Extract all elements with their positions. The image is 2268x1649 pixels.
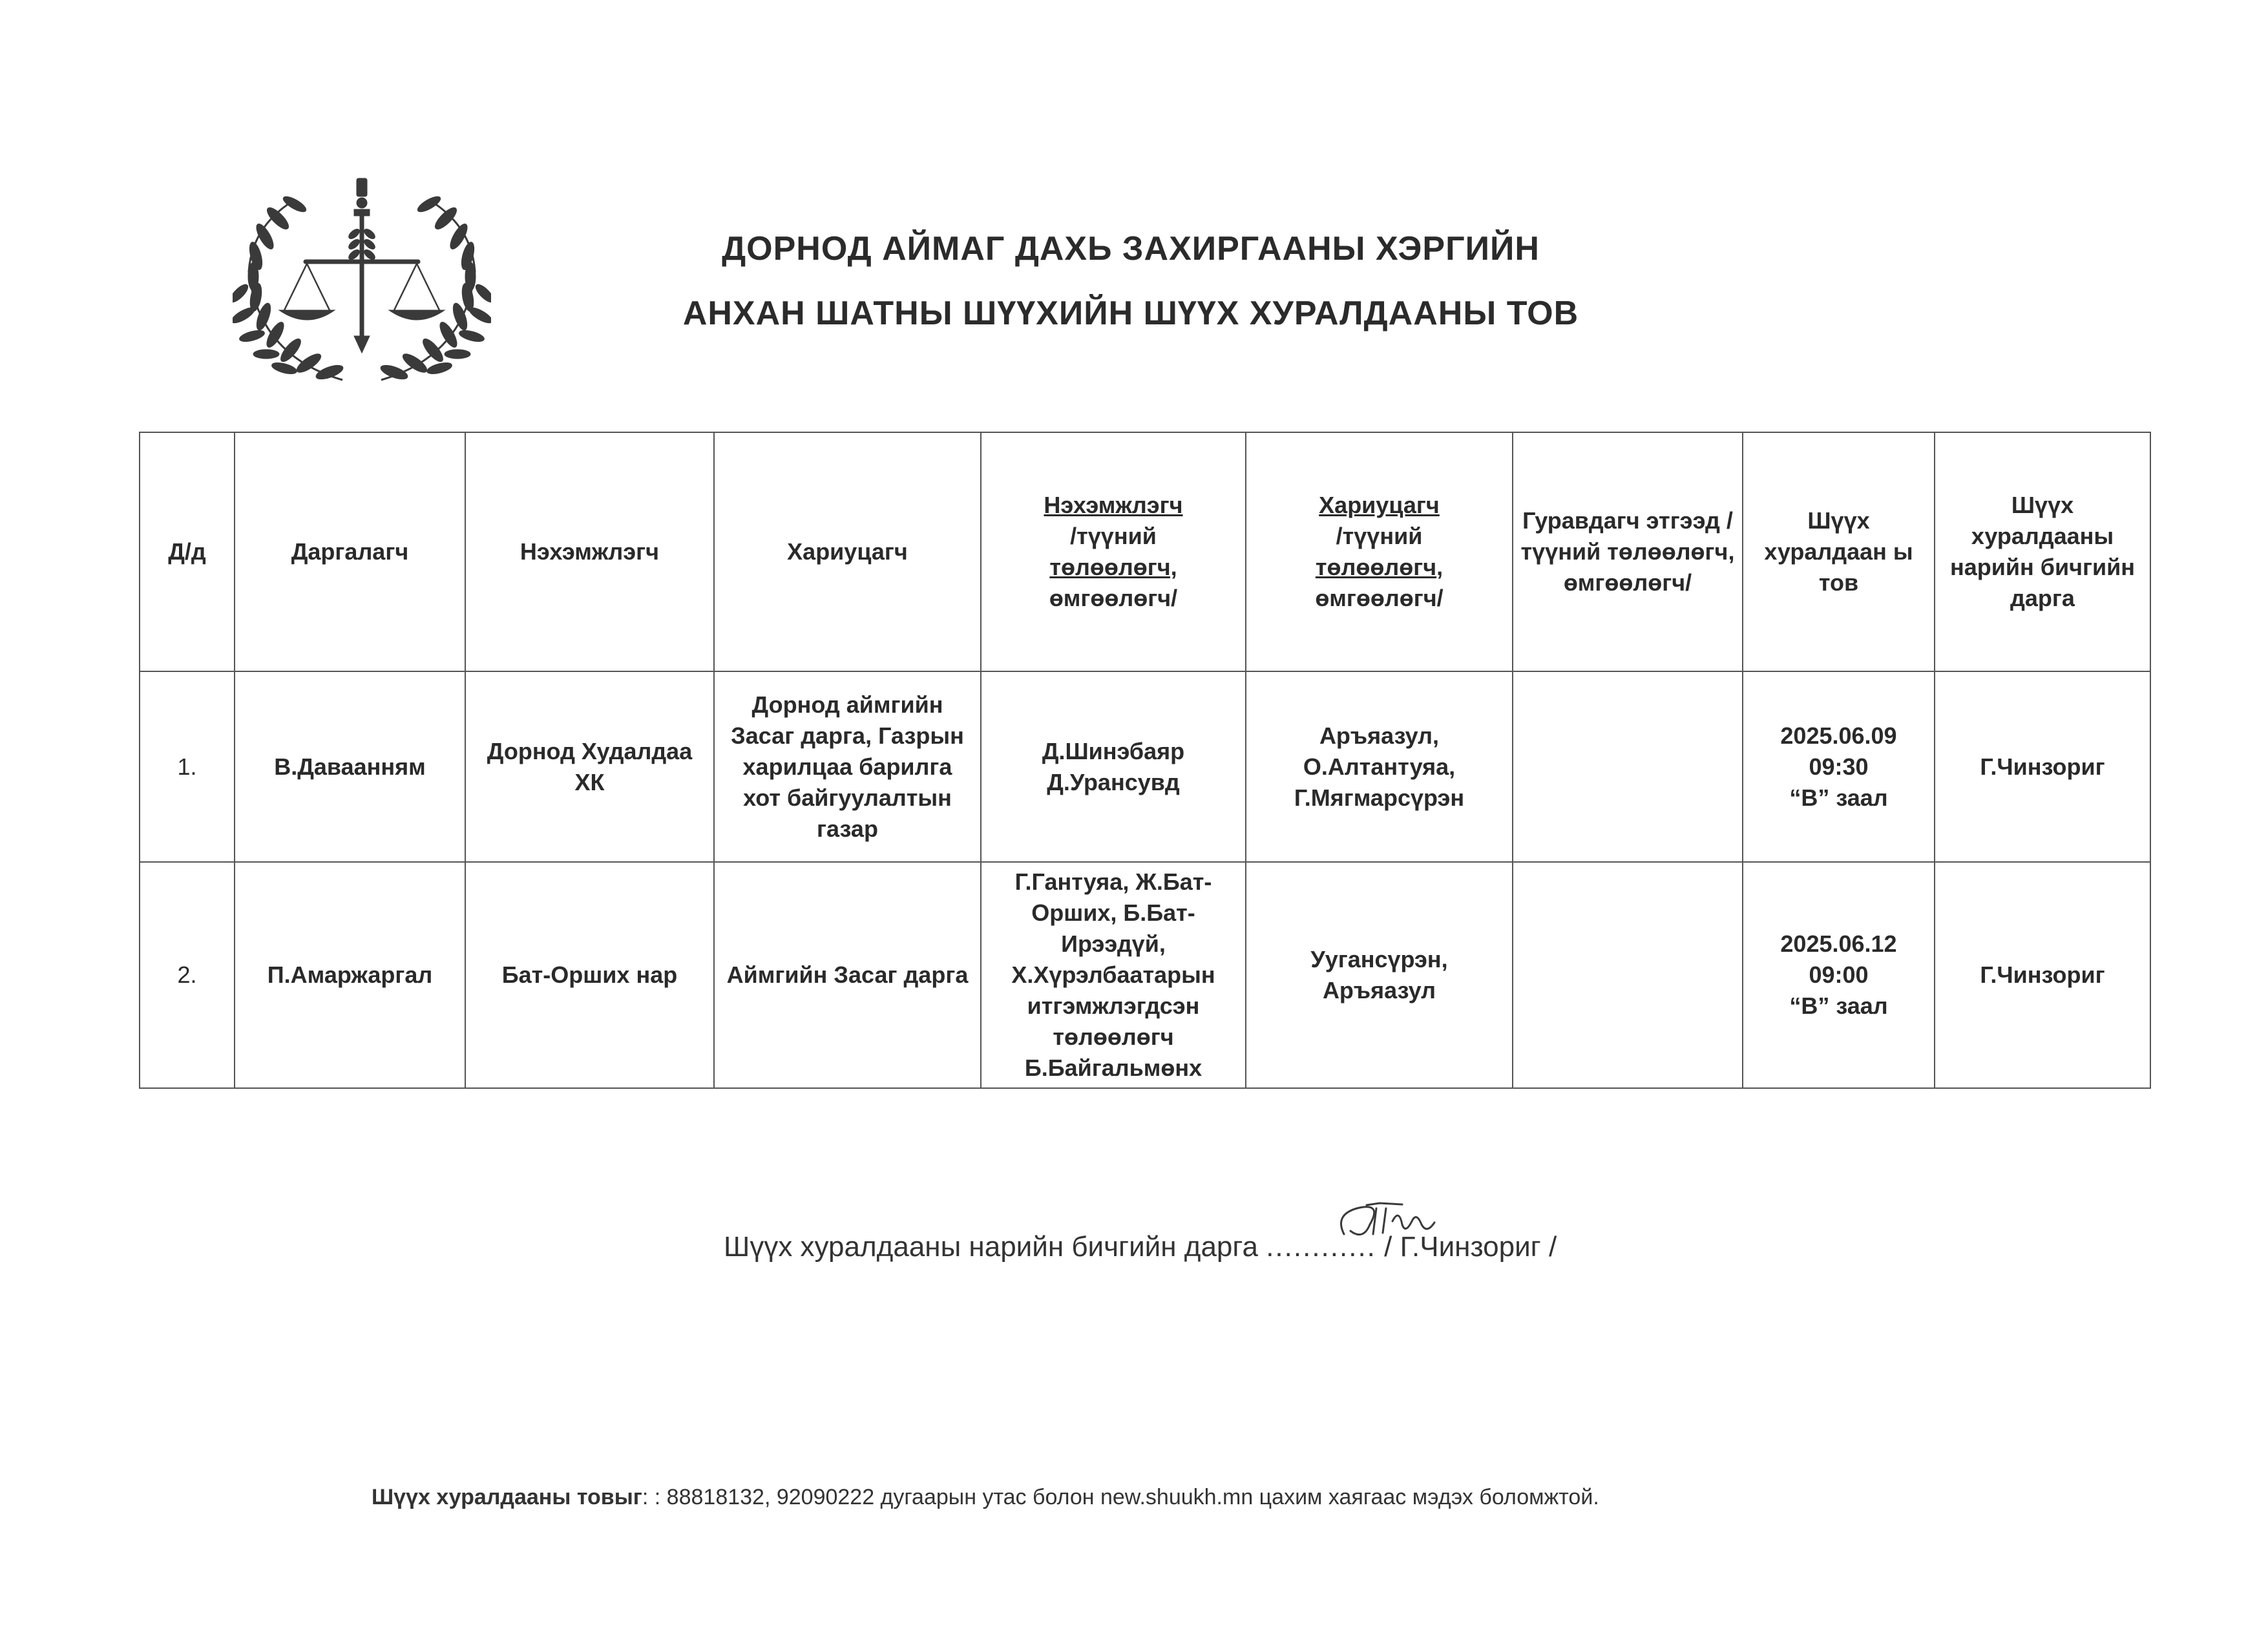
title-line-1: ДОРНОД АЙМАГ ДАХЬ ЗАХИРГААНЫ ХЭРГИЙН <box>722 230 1540 268</box>
header-presiding: Даргалагч <box>235 432 465 671</box>
header-plaintiff-rep <box>981 432 1246 671</box>
handwritten-signature-icon <box>1331 1195 1460 1254</box>
header-defendant-rep-sub2: төлөөлөгч <box>1315 554 1437 580</box>
row-third-party <box>1513 671 1743 862</box>
row-time: 09:00 <box>1809 961 1869 988</box>
row-room: “В” заал <box>1789 993 1888 1019</box>
secretary-label: Шүүх хуралдааны нарийн бичгийн дарга <box>724 1231 1258 1263</box>
row-num: 2. <box>140 862 235 1088</box>
row-time: 09:30 <box>1809 753 1869 780</box>
footer-text: : : 88818132, 92090222 дугаарын утас болон new.shuukh.mn цахим хаягаас мэдэх боломжтой. <box>642 1485 1599 1509</box>
row-date: 2025.06.09 <box>1780 722 1897 749</box>
row-presiding: В.Даваанням <box>235 671 465 862</box>
row-secretary: Г.Чинзориг <box>1935 671 2150 862</box>
header-plaintiff: Нэхэмжлэгч <box>465 432 714 671</box>
row-date: 2025.06.12 <box>1780 930 1897 957</box>
header-secretary: Шүүх хуралдааны нарийн бичгийн дарга <box>1935 432 2150 671</box>
signature-dots: ............ <box>1266 1231 1376 1263</box>
row-defendant-rep: Ууганcүрэн, Аръяазул <box>1246 862 1513 1088</box>
header-num: Д/д <box>140 432 235 671</box>
row-hearing-time <box>1743 862 1935 1088</box>
page-title <box>582 216 1680 346</box>
header-hearing-time: Шүүх хуралдаан ы тов <box>1743 432 1935 671</box>
header-defendant-rep-main: Хариуцагч <box>1319 492 1440 518</box>
row-num: 1. <box>140 671 235 862</box>
table-row <box>140 671 2150 862</box>
header-defendant-rep-comma: , <box>1436 554 1444 580</box>
hearing-schedule-table <box>139 432 2151 1089</box>
row-hearing-time <box>1743 671 1935 862</box>
header-defendant-rep-sub1: /түүний <box>1336 523 1423 549</box>
title-line-2: АНХАН ШАТНЫ ШҮҮХИЙН ШҮҮХ ХУРАЛДААНЫ ТОВ <box>682 295 1579 332</box>
header-defendant-rep <box>1246 432 1513 671</box>
table-row <box>140 862 2150 1088</box>
header-defendant-rep-sub3: өмгөөлөгч/ <box>1315 585 1444 611</box>
header-plaintiff-rep-sub2: төлөөлөгч, <box>1049 554 1177 580</box>
row-plaintiff-rep: Д.Шинэбаяр Д.Урансувд <box>981 671 1246 862</box>
footer-contact <box>372 1485 1599 1510</box>
header-third-party: Гуравдагч этгээд /түүний төлөөлөгч, өмгөөлөгч/ <box>1513 432 1743 671</box>
table-header-row <box>140 432 2150 671</box>
row-room: “В” заал <box>1789 784 1888 811</box>
row-plaintiff: Бат-Орших нар <box>465 862 714 1088</box>
row-third-party <box>1513 862 1743 1088</box>
row-plaintiff: Дорнод Худалдаа ХК <box>465 671 714 862</box>
row-defendant: Дорнод аймгийн Засаг дарга, Газрын харилцаа барилга хот байгуулалтын газар <box>714 671 981 862</box>
row-defendant: Аймгийн Засаг дарга <box>714 862 981 1088</box>
secretary-name: / Г.Чинзориг / <box>1384 1231 1557 1263</box>
row-plaintiff-rep: Г.Гантуяа, Ж.Бат-Орших, Б.Бат-Ирээдүй, Х.Хүрэлбаатарын итгэмжлэгдсэн төлөөлөгч Б.Байгальмөнх <box>981 862 1246 1088</box>
footer-label: Шүүх хуралдааны товыг <box>372 1485 642 1509</box>
court-emblem-icon <box>233 174 491 388</box>
header-plaintiff-rep-main: Нэхэмжлэгч <box>1044 492 1183 518</box>
header-plaintiff-rep-sub1: /түүний <box>1070 523 1157 549</box>
header-defendant: Хариуцагч <box>714 432 981 671</box>
row-presiding: П.Амаржаргал <box>235 862 465 1088</box>
row-secretary: Г.Чинзориг <box>1935 862 2150 1088</box>
header-plaintiff-rep-sub3: өмгөөлөгч/ <box>1049 585 1178 611</box>
row-defendant-rep: Аръяазул, О.Алтантуяа, Г.Мягмарсүрэн <box>1246 671 1513 862</box>
